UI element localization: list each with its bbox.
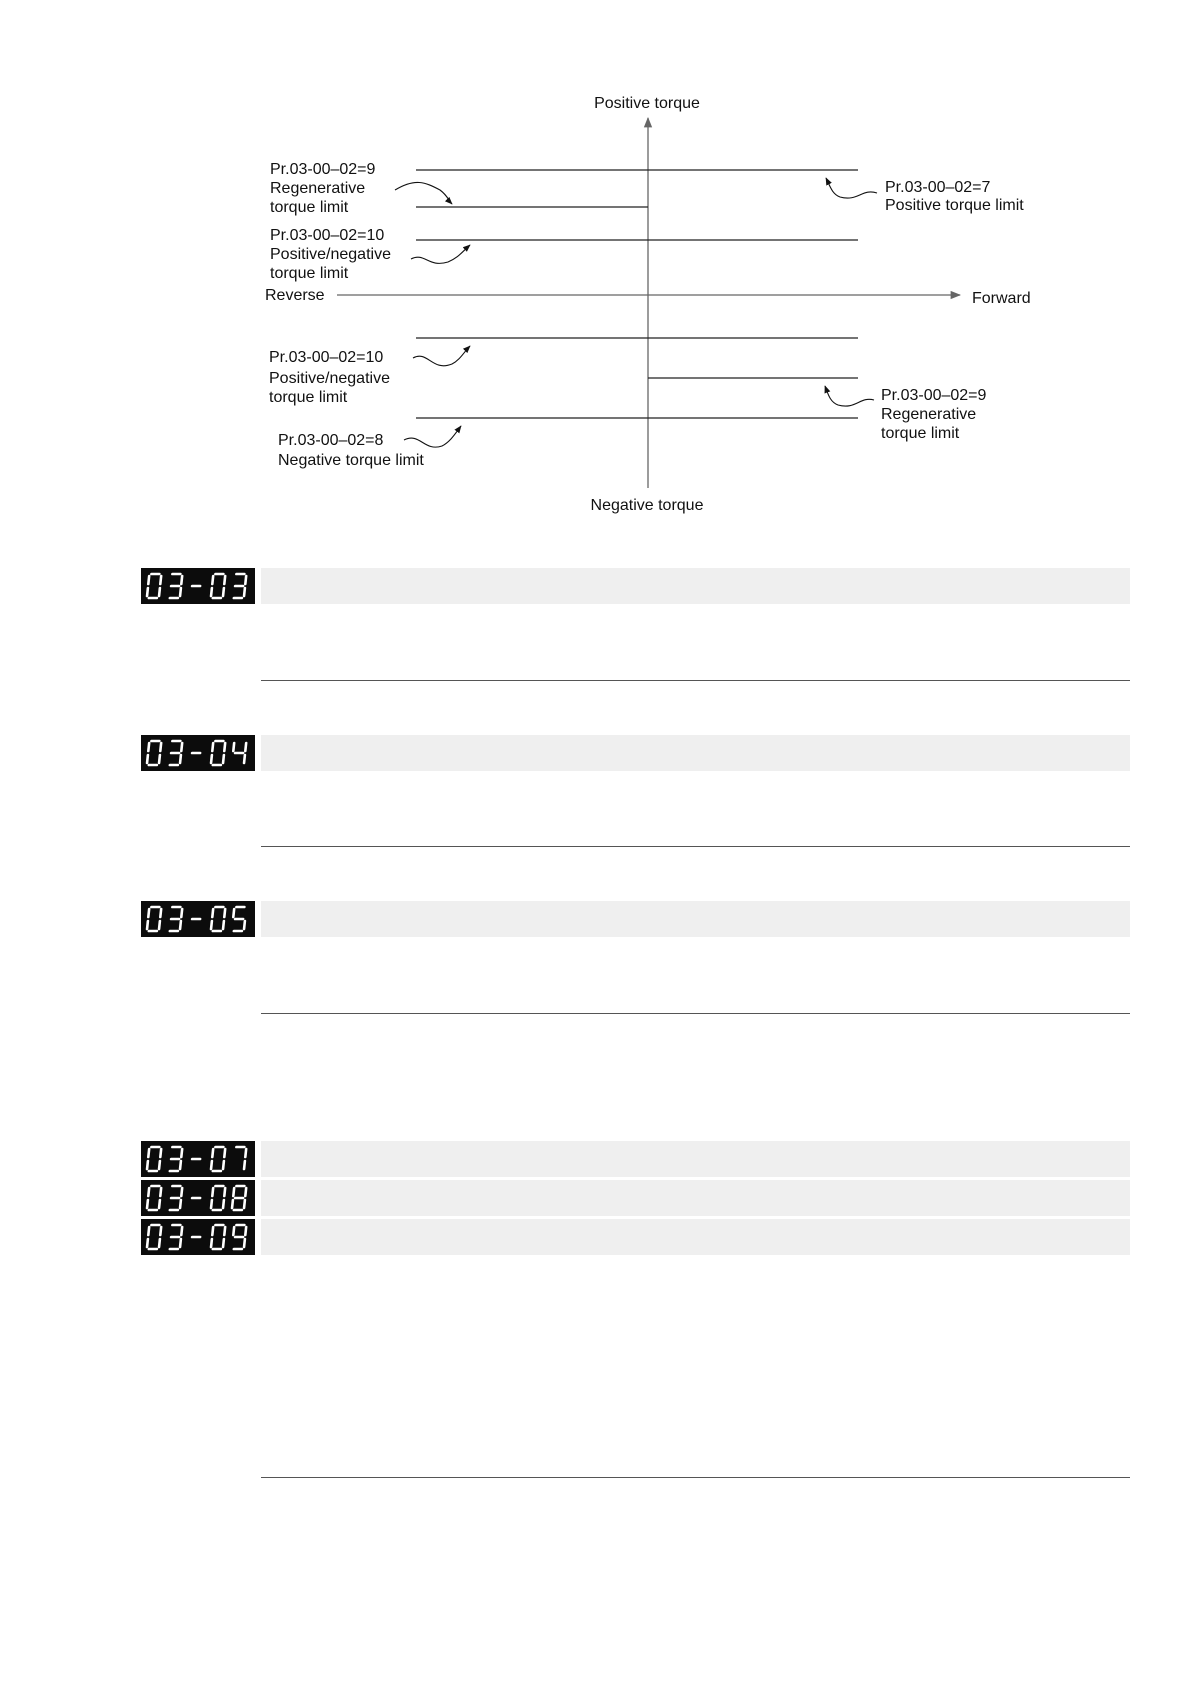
- seven-segment-code: [141, 1219, 255, 1255]
- annotation-posneg-upper: Pr.03-00–02=10 Positive/negative torque limit: [270, 227, 391, 282]
- segment-stroke: [159, 755, 160, 763]
- segment-stroke: [224, 909, 225, 917]
- segment-stroke: [180, 1161, 181, 1169]
- parameter-03-08-row: [0, 1180, 1190, 1216]
- segment-stroke: [148, 576, 149, 584]
- segment-stroke: [233, 909, 234, 917]
- torque-limit-diagram: [0, 0, 1190, 530]
- segment-stroke: [211, 1161, 212, 1169]
- section-divider: [261, 1477, 1130, 1478]
- forward-label: Forward: [972, 290, 1031, 307]
- segment-stroke: [180, 755, 181, 763]
- section-divider: [261, 1013, 1130, 1014]
- segment-stroke: [233, 1227, 234, 1235]
- segment-stroke: [211, 921, 212, 929]
- segment-stroke: [212, 1188, 213, 1196]
- segment-stroke: [211, 755, 212, 763]
- seven-segment-code: [141, 568, 255, 604]
- seven-segment-code: [141, 1141, 255, 1177]
- segment-stroke: [148, 1188, 149, 1196]
- segment-stroke: [147, 755, 148, 763]
- seven-segment-code: [141, 1180, 255, 1216]
- segment-stroke: [211, 1200, 212, 1208]
- segment-stroke: [244, 1239, 245, 1247]
- parameter-03-09-row: [0, 1219, 1190, 1255]
- segment-stroke: [159, 1161, 160, 1169]
- segment-stroke: [147, 921, 148, 929]
- segment-stroke: [181, 909, 182, 917]
- segment-stroke: [212, 909, 213, 917]
- segment-stroke: [212, 743, 213, 751]
- segment-stroke: [180, 1239, 181, 1247]
- annotation-positive-limit: Pr.03-00–02=7 Positive torque limit: [885, 179, 1024, 214]
- segment-stroke: [244, 588, 245, 596]
- segment-stroke: [224, 1149, 225, 1157]
- segment-stroke: [223, 588, 224, 596]
- segment-stroke: [244, 755, 245, 763]
- section-divider: [261, 846, 1130, 847]
- segment-stroke: [212, 1149, 213, 1157]
- segment-stroke: [181, 1227, 182, 1235]
- leader-arrow-posneg-upper: [411, 245, 470, 263]
- segment-stroke: [212, 1227, 213, 1235]
- segment-stroke: [159, 1239, 160, 1247]
- segment-stroke: [160, 576, 161, 584]
- segment-stroke: [147, 1200, 148, 1208]
- segment-stroke: [148, 1149, 149, 1157]
- segment-stroke: [223, 1161, 224, 1169]
- parameter-code-badge: [141, 1180, 255, 1216]
- section-divider: [261, 680, 1130, 681]
- parameter-03-03-row: [0, 568, 1190, 604]
- parameter-code-badge: [141, 568, 255, 604]
- segment-stroke: [181, 1188, 182, 1196]
- parameter-code-badge: [141, 901, 255, 937]
- segment-stroke: [160, 1149, 161, 1157]
- leader-arrow-regen-forward: [825, 386, 874, 406]
- segment-stroke: [245, 576, 246, 584]
- segment-stroke: [223, 1239, 224, 1247]
- parameter-03-07-row: [0, 1141, 1190, 1177]
- segment-stroke: [224, 1227, 225, 1235]
- segment-stroke: [224, 576, 225, 584]
- segment-stroke: [232, 1200, 233, 1208]
- segment-stroke: [181, 743, 182, 751]
- negative-torque-label: Negative torque: [590, 497, 704, 514]
- segment-stroke: [211, 588, 212, 596]
- segment-stroke: [148, 1227, 149, 1235]
- leader-arrow-posneg-lower: [413, 346, 470, 366]
- segment-stroke: [223, 921, 224, 929]
- segment-stroke: [245, 1188, 246, 1196]
- segment-stroke: [160, 909, 161, 917]
- parameter-header-band: [261, 735, 1130, 771]
- parameter-code-badge: [141, 1219, 255, 1255]
- leader-arrow-negative-limit: [404, 426, 461, 447]
- segment-stroke: [148, 909, 149, 917]
- segment-stroke: [181, 576, 182, 584]
- reverse-label: Reverse: [265, 287, 325, 304]
- segment-stroke: [224, 743, 225, 751]
- segment-stroke: [180, 588, 181, 596]
- segment-stroke: [181, 1149, 182, 1157]
- segment-stroke: [244, 1161, 245, 1169]
- segment-stroke: [244, 1200, 245, 1208]
- segment-stroke: [233, 743, 234, 751]
- annotation-posneg-lower: Pr.03-00–02=10 Positive/negative torque limit: [269, 349, 390, 406]
- leader-arrow-positive-limit: [826, 178, 877, 198]
- parameter-header-band: [261, 1141, 1130, 1177]
- segment-stroke: [245, 1149, 246, 1157]
- segment-stroke: [244, 921, 245, 929]
- annotation-regen-forward: Pr.03-00–02=9 Regenerative torque limit: [881, 387, 987, 442]
- parameter-header-band: [261, 568, 1130, 604]
- positive-torque-label: Positive torque: [594, 95, 700, 112]
- segment-stroke: [233, 1188, 234, 1196]
- segment-stroke: [147, 1239, 148, 1247]
- segment-stroke: [224, 1188, 225, 1196]
- segment-stroke: [159, 1200, 160, 1208]
- parameter-03-04-row: [0, 735, 1190, 771]
- segment-stroke: [223, 755, 224, 763]
- segment-stroke: [160, 1227, 161, 1235]
- parameter-code-badge: [141, 1141, 255, 1177]
- segment-stroke: [212, 576, 213, 584]
- parameter-03-05-row: [0, 901, 1190, 937]
- segment-stroke: [245, 743, 246, 751]
- seven-segment-code: [141, 735, 255, 771]
- parameter-code-badge: [141, 735, 255, 771]
- parameter-header-band: [261, 1219, 1130, 1255]
- segment-stroke: [147, 1161, 148, 1169]
- parameter-header-band: [261, 901, 1130, 937]
- segment-stroke: [148, 743, 149, 751]
- segment-stroke: [245, 1227, 246, 1235]
- segment-stroke: [180, 1200, 181, 1208]
- segment-stroke: [147, 588, 148, 596]
- segment-stroke: [159, 921, 160, 929]
- parameter-header-band: [261, 1180, 1130, 1216]
- segment-stroke: [160, 1188, 161, 1196]
- segment-stroke: [159, 588, 160, 596]
- annotation-negative-limit: Pr.03-00–02=8 Negative torque limit: [278, 432, 424, 469]
- segment-stroke: [180, 921, 181, 929]
- seven-segment-code: [141, 901, 255, 937]
- segment-stroke: [211, 1239, 212, 1247]
- segment-stroke: [160, 743, 161, 751]
- segment-stroke: [223, 1200, 224, 1208]
- leader-arrow-regen-reverse: [395, 182, 452, 204]
- annotation-regen-reverse: Pr.03-00–02=9 Regenerative torque limit: [270, 161, 376, 216]
